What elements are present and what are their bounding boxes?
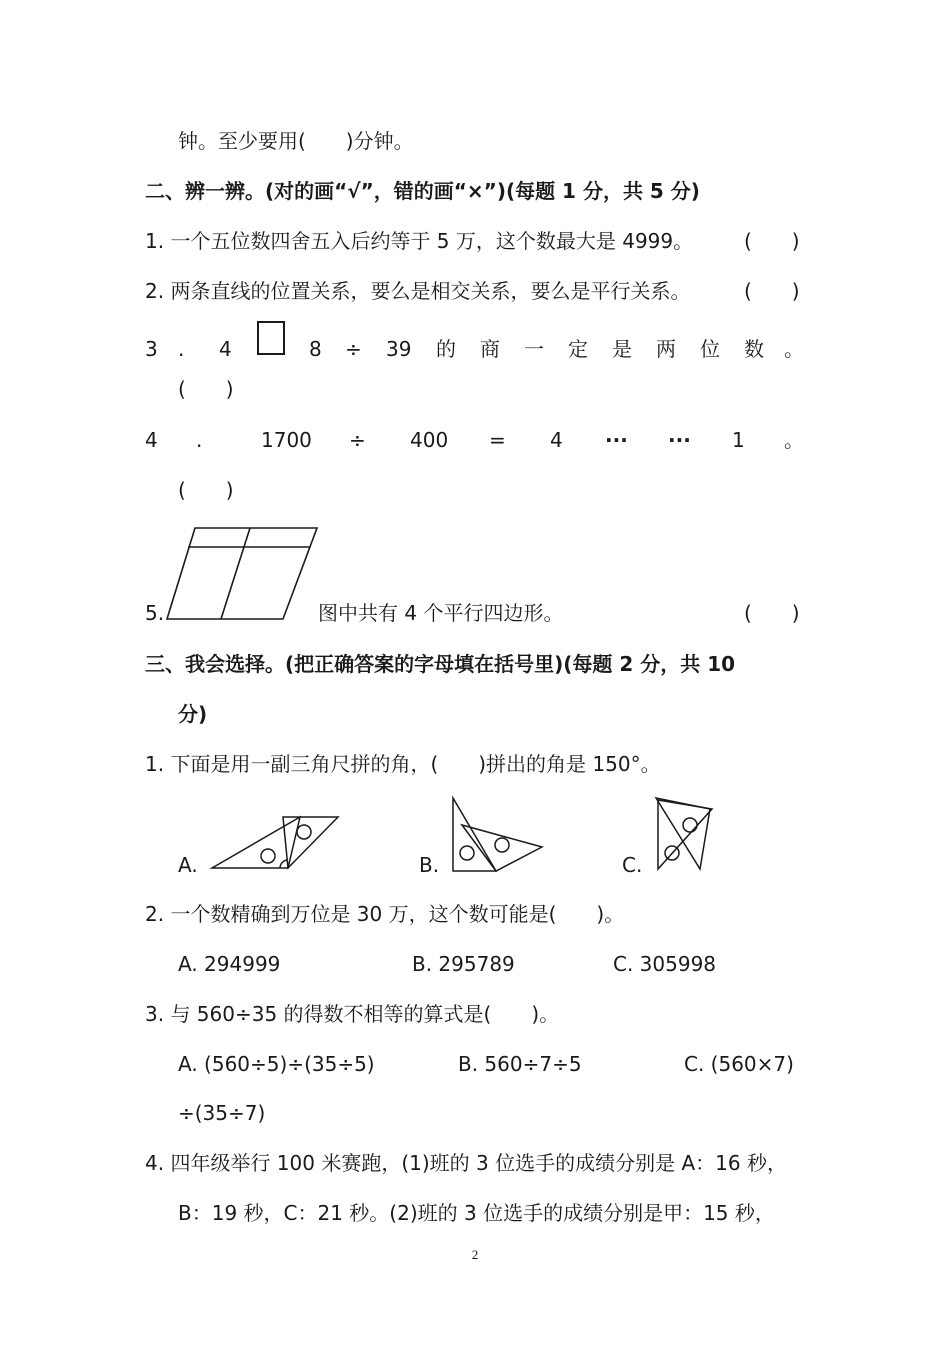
ruler-hole xyxy=(261,849,275,863)
q3-digit-8: 8 xyxy=(309,337,322,361)
section-3-heading-cont: 分) xyxy=(178,702,208,726)
s2-question-1: 1. 一个五位数四舍五入后约等于 5 万，这个数最大是 4999。 xyxy=(145,229,694,253)
s2-q5-answer-paren[interactable]: ( ) xyxy=(744,601,800,625)
continued-question-line: 钟。至少要用( )分钟。 xyxy=(178,129,414,153)
q4-4: 4 xyxy=(550,428,563,452)
q3-char: 商 xyxy=(480,337,500,361)
q3-digit-4: 4 xyxy=(219,337,232,361)
ruler-hole xyxy=(460,846,474,860)
q4-period: 。 xyxy=(784,428,804,452)
s2-question-2: 2. 两条直线的位置关系，要么是相交关系，要么是平行关系。 xyxy=(145,279,691,303)
s3-q1-option-b-label[interactable]: B. xyxy=(419,853,440,877)
s2-q2-answer-paren[interactable]: ( ) xyxy=(744,279,800,303)
option-c-triangles xyxy=(652,795,722,875)
q3-char: 的 xyxy=(436,337,456,361)
s3-q2-option-c[interactable]: C. 305998 xyxy=(613,952,717,976)
q4-ellipsis-1: ··· xyxy=(605,428,628,452)
s2-question-5: 图中共有 4 个平行四边形。 xyxy=(318,601,564,625)
ruler-hole xyxy=(297,825,311,839)
option-a-triangles xyxy=(208,812,348,872)
section-2-heading: 二、辨一辨。(对的画“√”，错的画“×”)(每题 1 分，共 5 分) xyxy=(145,179,700,203)
triangle-ruler-45 xyxy=(462,825,542,871)
option-b-triangles xyxy=(450,795,550,875)
s3-q2-option-a[interactable]: A. 294999 xyxy=(178,952,281,976)
triangle-ruler-45 xyxy=(658,800,712,869)
q4-dot: . xyxy=(196,428,203,452)
q3-char: 是 xyxy=(612,337,632,361)
s3-question-4-cont: B：19 秒，C：21 秒。(2)班的 3 位选手的成绩分别是甲：15 秒， xyxy=(178,1201,775,1225)
blank-box[interactable] xyxy=(257,321,285,355)
s3-q3-option-c[interactable]: C. (560×7) xyxy=(684,1052,794,1076)
ruler-hole xyxy=(495,838,509,852)
q4-1: 1 xyxy=(732,428,745,452)
q3-dot: . xyxy=(178,337,185,361)
slanted-divider xyxy=(221,528,250,619)
s3-question-4: 4. 四年级举行 100 米赛跑，(1)班的 3 位选手的成绩分别是 A：16 秒， xyxy=(145,1151,787,1175)
s3-question-1: 1. 下面是用一副三角尺拼的角，( )拼出的角是 150°。 xyxy=(145,752,661,776)
q3-num: 3 xyxy=(145,337,158,361)
page-number: 2 xyxy=(471,1247,479,1262)
s3-q3-option-a[interactable]: A. (560÷5)÷(35÷5) xyxy=(178,1052,375,1076)
q4-num: 4 xyxy=(145,428,158,452)
triangle-ruler-45 xyxy=(283,817,338,868)
s2-q4-answer-paren[interactable]: ( ) xyxy=(178,478,234,502)
q4-400: 400 xyxy=(410,428,449,452)
q3-char: 数 xyxy=(744,337,764,361)
s2-q5-number: 5. xyxy=(145,601,165,625)
q4-equals: = xyxy=(489,428,506,452)
s2-q1-answer-paren[interactable]: ( ) xyxy=(744,229,800,253)
s3-q1-option-a-label[interactable]: A. xyxy=(178,853,198,877)
q3-divide: ÷ xyxy=(345,337,362,361)
q4-1700: 1700 xyxy=(261,428,312,452)
q4-ellipsis-2: ··· xyxy=(668,428,691,452)
section-3-heading: 三、我会选择。(把正确答案的字母填在括号里)(每题 2 分，共 10 xyxy=(145,652,736,676)
q3-period: 。 xyxy=(784,337,804,361)
triangle-ruler-30-60 xyxy=(656,798,710,869)
q3-char: 定 xyxy=(568,337,588,361)
outer-parallelogram xyxy=(167,528,317,619)
s3-question-3: 3. 与 560÷35 的得数不相等的算式是( )。 xyxy=(145,1002,560,1026)
triangle-ruler-30-60 xyxy=(453,798,496,871)
s3-question-2: 2. 一个数精确到万位是 30 万，这个数可能是( )。 xyxy=(145,902,625,926)
q3-char: 两 xyxy=(656,337,676,361)
s2-q3-answer-paren[interactable]: ( ) xyxy=(178,377,234,401)
s3-q2-option-b[interactable]: B. 295789 xyxy=(412,952,515,976)
parallelogram-figure xyxy=(165,523,325,623)
q4-divide: ÷ xyxy=(349,428,366,452)
q3-char: 一 xyxy=(524,337,544,361)
s3-q3-option-c-cont: ÷(35÷7) xyxy=(178,1101,266,1125)
q3-char: 位 xyxy=(700,337,720,361)
q3-39: 39 xyxy=(386,337,412,361)
s3-q1-option-c-label[interactable]: C. xyxy=(622,853,643,877)
ruler-hole xyxy=(683,818,697,832)
s3-q3-option-b[interactable]: B. 560÷7÷5 xyxy=(458,1052,582,1076)
